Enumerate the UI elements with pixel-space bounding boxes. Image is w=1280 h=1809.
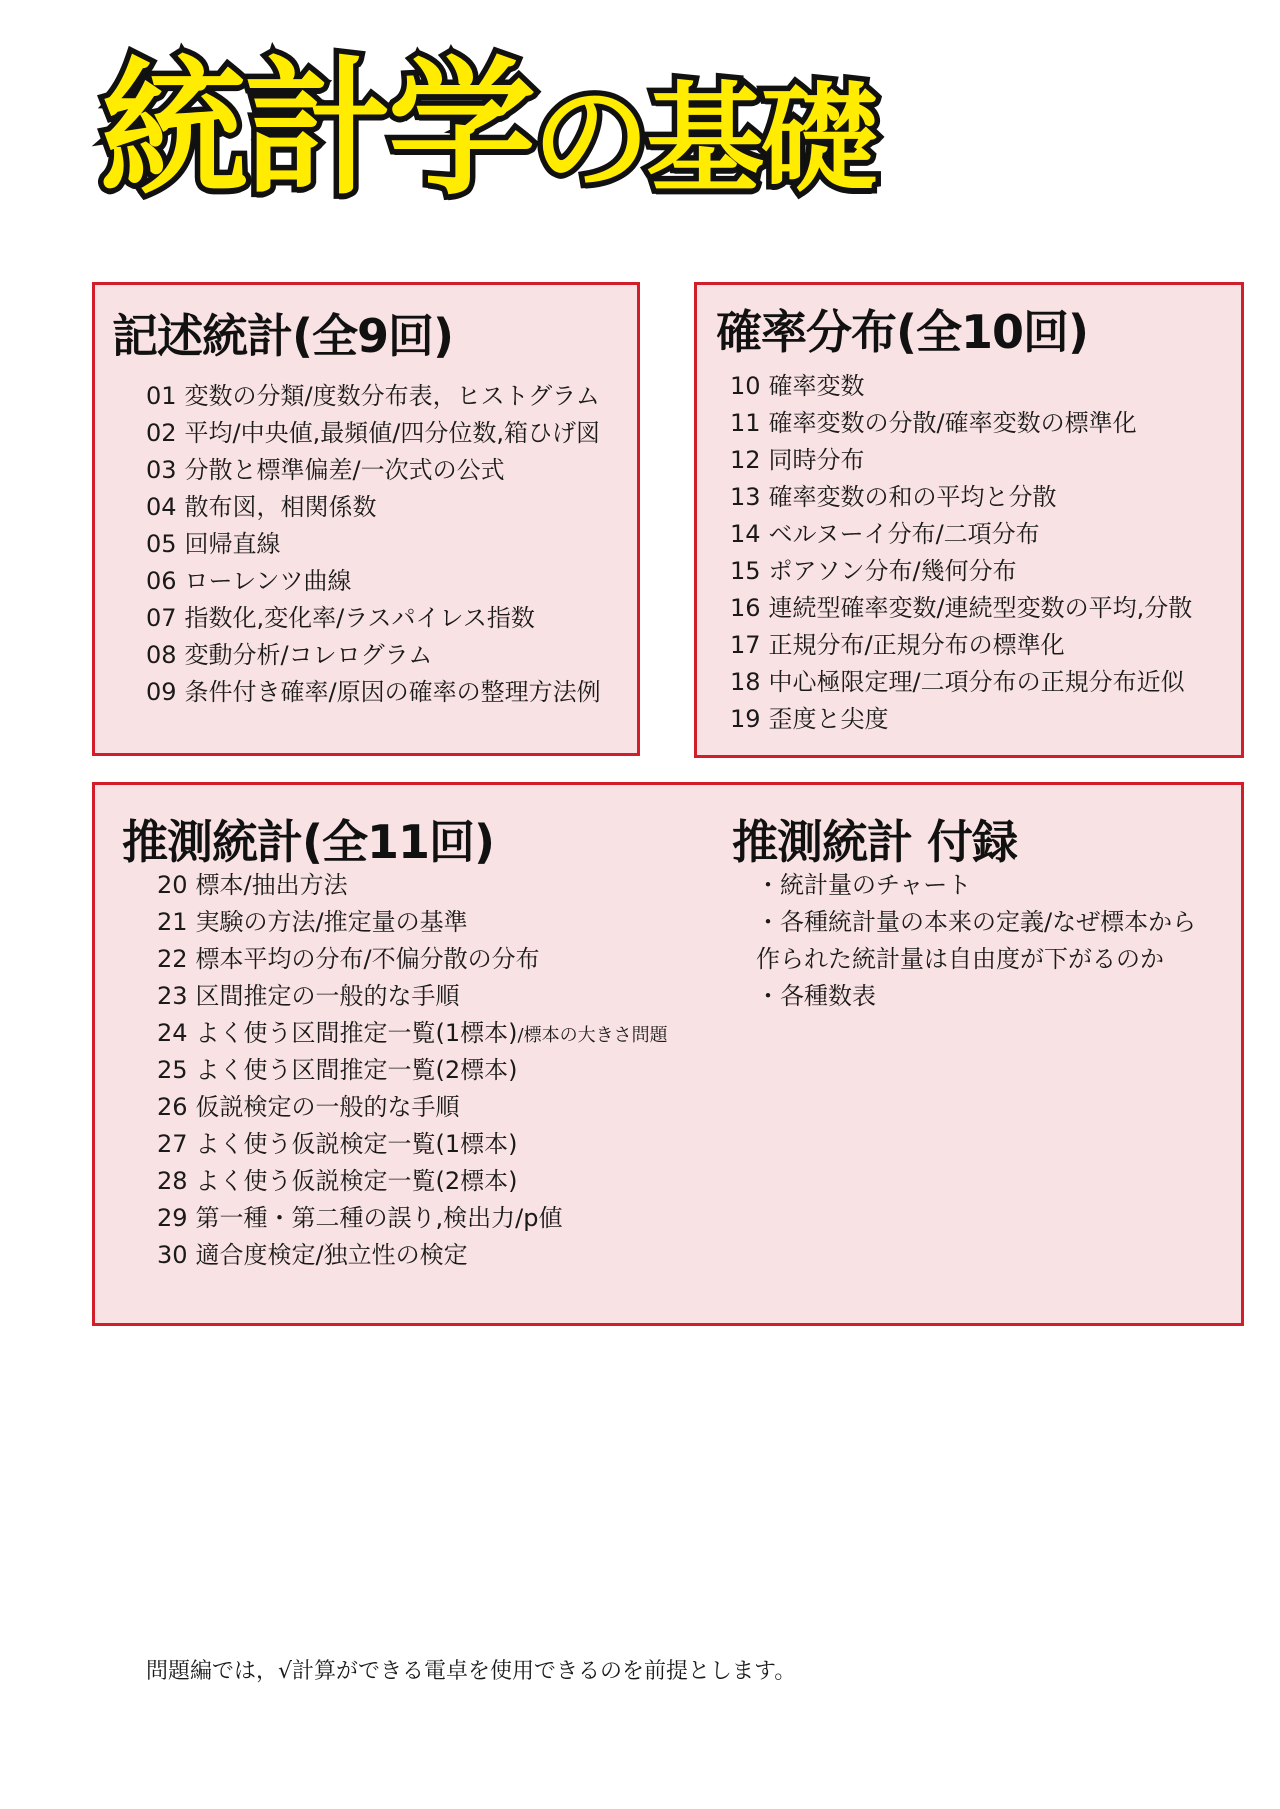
item-number: 30	[157, 1241, 188, 1269]
item-number: 25	[157, 1056, 188, 1084]
footer-note: 問題編では，√計算ができる電卓を使用できるのを前提とします。	[146, 1659, 797, 1684]
item-text: 区間推定の一般的な手順	[195, 982, 460, 1010]
list-item	[730, 627, 1192, 664]
item-number: 04	[146, 493, 177, 521]
item-number: 13	[730, 483, 761, 511]
item-text: 確率変数の分散/確率変数の標準化	[768, 409, 1137, 437]
item-text: よく使う仮説検定一覧(1標本)	[195, 1130, 518, 1158]
item-number: 16	[730, 594, 761, 622]
list-item	[157, 1237, 668, 1274]
item-text: 回帰直線	[184, 530, 281, 558]
inferential-heading: 推測統計(全11回)	[122, 815, 495, 869]
list-item	[730, 516, 1192, 553]
list-item	[730, 701, 1192, 738]
probability-heading: 確率分布(全10回)	[716, 305, 1089, 359]
list-item	[157, 904, 668, 941]
list-item	[157, 1015, 668, 1052]
inferential-list	[157, 867, 668, 1274]
item-text: 分散と標準偏差/一次式の公式	[184, 456, 505, 484]
item-note: /標本の大きさ問題	[517, 1025, 668, 1046]
list-item	[730, 590, 1192, 627]
item-text: よく使う仮説検定一覧(2標本)	[195, 1167, 518, 1195]
list-item	[730, 405, 1192, 442]
item-text: 適合度検定/独立性の検定	[195, 1241, 468, 1269]
item-number: 11	[730, 409, 761, 437]
item-number: 17	[730, 631, 761, 659]
item-number: 28	[157, 1167, 188, 1195]
list-item	[146, 378, 601, 415]
item-number: 03	[146, 456, 177, 484]
list-item	[730, 479, 1192, 516]
item-text: 変動分析/コレログラム	[184, 641, 433, 669]
item-text: 実験の方法/推定量の基準	[195, 908, 468, 936]
item-text: 標本/抽出方法	[195, 871, 348, 899]
item-number: 05	[146, 530, 177, 558]
item-text: 同時分布	[768, 446, 865, 474]
item-text: ポアソン分布/幾何分布	[768, 557, 1017, 585]
item-number: 29	[157, 1204, 188, 1232]
item-number: 08	[146, 641, 177, 669]
list-item	[157, 978, 668, 1015]
list-item	[146, 563, 601, 600]
list-item	[157, 1200, 668, 1237]
item-text: 条件付き確率/原因の確率の整理方法例	[184, 678, 601, 706]
item-number: 24	[157, 1019, 188, 1047]
item-text: ローレンツ曲線	[184, 567, 352, 595]
item-number: 06	[146, 567, 177, 595]
page-title	[100, 43, 875, 215]
item-number: 09	[146, 678, 177, 706]
item-text: 平均/中央値,最頻値/四分位数,箱ひげ図	[184, 419, 600, 447]
list-item	[730, 368, 1192, 405]
item-text: 仮説検定の一般的な手順	[195, 1093, 460, 1121]
list-item	[146, 489, 601, 526]
title-sub: の基礎	[532, 70, 875, 208]
list-item	[157, 1163, 668, 1200]
list-item	[157, 1052, 668, 1089]
appendix-line: ・統計量のチャート	[756, 871, 972, 899]
descriptive-heading: 記述統計(全9回)	[112, 309, 454, 363]
appendix-heading: 推測統計 付録	[732, 815, 1018, 869]
item-text: 第一種・第二種の誤り,検出力/p値	[195, 1204, 563, 1232]
item-number: 01	[146, 382, 177, 410]
item-text: 中心極限定理/二項分布の正規分布近似	[768, 668, 1185, 696]
list-item	[146, 674, 601, 711]
item-text: 正規分布/正規分布の標準化	[768, 631, 1065, 659]
item-text: 変数の分類/度数分布表，ヒストグラム	[184, 382, 600, 410]
item-number: 19	[730, 705, 761, 733]
appendix-list	[756, 867, 1196, 1015]
list-item	[730, 664, 1192, 701]
list-item	[146, 637, 601, 674]
list-item	[730, 442, 1192, 479]
item-text: 確率変数	[768, 372, 865, 400]
item-text: 確率変数の和の平均と分散	[768, 483, 1057, 511]
title-main: 統計学	[100, 43, 532, 215]
item-text: 歪度と尖度	[768, 705, 889, 733]
item-number: 21	[157, 908, 188, 936]
item-text: よく使う区間推定一覧(2標本)	[195, 1056, 518, 1084]
item-number: 18	[730, 668, 761, 696]
list-item	[157, 1089, 668, 1126]
item-number: 27	[157, 1130, 188, 1158]
item-number: 23	[157, 982, 188, 1010]
item-number: 07	[146, 604, 177, 632]
item-text: 連続型確率変数/連続型変数の平均,分散	[768, 594, 1193, 622]
list-item	[146, 452, 601, 489]
item-text: 散布図，相関係数	[184, 493, 377, 521]
item-number: 15	[730, 557, 761, 585]
probability-list	[730, 368, 1192, 738]
item-number: 14	[730, 520, 761, 548]
appendix-line: ・各種統計量の本来の定義/なぜ標本から	[756, 908, 1197, 936]
list-item	[157, 941, 668, 978]
item-number: 26	[157, 1093, 188, 1121]
item-number: 10	[730, 372, 761, 400]
list-item	[146, 600, 601, 637]
list-item	[730, 553, 1192, 590]
item-text: よく使う区間推定一覧(1標本)	[195, 1019, 518, 1047]
list-item	[157, 867, 668, 904]
descriptive-list	[146, 378, 601, 711]
item-number: 02	[146, 419, 177, 447]
list-item	[146, 415, 601, 452]
item-number: 12	[730, 446, 761, 474]
appendix-line: 作られた統計量は自由度が下がるのか	[756, 945, 1164, 973]
item-number: 20	[157, 871, 188, 899]
appendix-line: ・各種数表	[756, 982, 876, 1010]
item-text: 標本平均の分布/不偏分散の分布	[195, 945, 540, 973]
item-number: 22	[157, 945, 188, 973]
item-text: ベルヌーイ分布/二項分布	[768, 520, 1040, 548]
list-item	[157, 1126, 668, 1163]
item-text: 指数化,変化率/ラスパイレス指数	[184, 604, 535, 632]
list-item	[146, 526, 601, 563]
